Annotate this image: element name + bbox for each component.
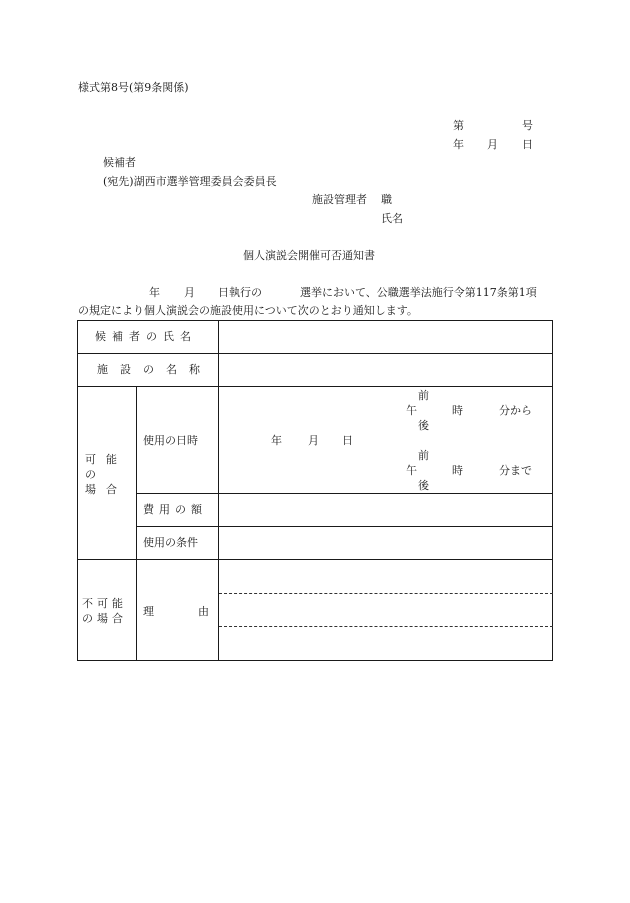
body-line1-text: 選挙において、公職選挙法施行令第117条第1項 [300,286,537,299]
time-from-hour: 時 [452,404,463,417]
facility-name-label: 施設の名称 [97,363,212,376]
impossible-label-line1: 不可能 [82,597,127,610]
usage-date-day: 日 [342,434,353,447]
body-line2: の規定により個人演説会の施設使用について次のとおり通知します。 [78,304,418,317]
row-divider [77,386,553,387]
time-to-pm: 後 [418,479,429,492]
reason-label-ri: 理 [143,605,154,618]
possible-label-nou: 能 [106,453,117,466]
doc-no-go: 号 [522,119,533,132]
cost-field[interactable] [219,494,552,526]
sender-name-label: 氏名 [381,212,403,225]
time-from-go: 午 [406,404,417,417]
notification-form-table [77,320,553,661]
time-to-go: 午 [406,464,417,477]
addressee-candidate: 候補者 [103,156,136,169]
usage-date-month: 月 [308,434,319,447]
time-to-minute: 分まで [499,464,532,477]
possible-label-ba: 場 [85,483,96,496]
doc-date-day: 日 [522,138,533,151]
time-to-am: 前 [418,449,429,462]
candidate-name-label: 候補者の氏名 [95,330,197,343]
doc-no-dai: 第 [453,119,464,132]
possible-label-no: の [85,468,96,481]
sender-shoku: 職 [381,193,392,206]
time-to-hour: 時 [452,464,463,477]
addressee-recipient: (宛先)湖西市選挙管理委員会委員長 [103,175,277,188]
candidate-name-field[interactable] [219,321,552,353]
body-year: 年 [149,286,160,299]
possible-label-ai: 合 [106,483,117,496]
impossible-label-line2: の場合 [82,612,127,625]
conditions-label: 使用の条件 [143,536,198,549]
doc-date-month: 月 [487,138,498,151]
sender-title: 施設管理者 [312,193,367,206]
usage-date-year: 年 [271,434,282,447]
reason-field-line-2[interactable] [219,594,552,626]
body-day-execution: 日執行の [218,286,262,299]
cost-label: 費用の額 [143,503,207,516]
form-number: 様式第8号(第9条関係) [78,81,189,94]
time-from-minute: 分から [499,404,532,417]
doc-date-year: 年 [453,138,464,151]
time-from-pm: 後 [418,419,429,432]
document-title: 個人演説会開催可否通知書 [243,249,375,262]
usage-datetime-label: 使用の日時 [143,434,198,447]
facility-name-field[interactable] [219,354,552,386]
column-divider [136,386,137,661]
reason-label-yu: 由 [198,605,209,618]
body-month: 月 [184,286,195,299]
conditions-field[interactable] [219,527,552,559]
possible-label-ka: 可 [85,453,96,466]
reason-field-line-1[interactable] [219,560,552,593]
time-from-am: 前 [418,389,429,402]
reason-field-line-3[interactable] [219,627,552,660]
